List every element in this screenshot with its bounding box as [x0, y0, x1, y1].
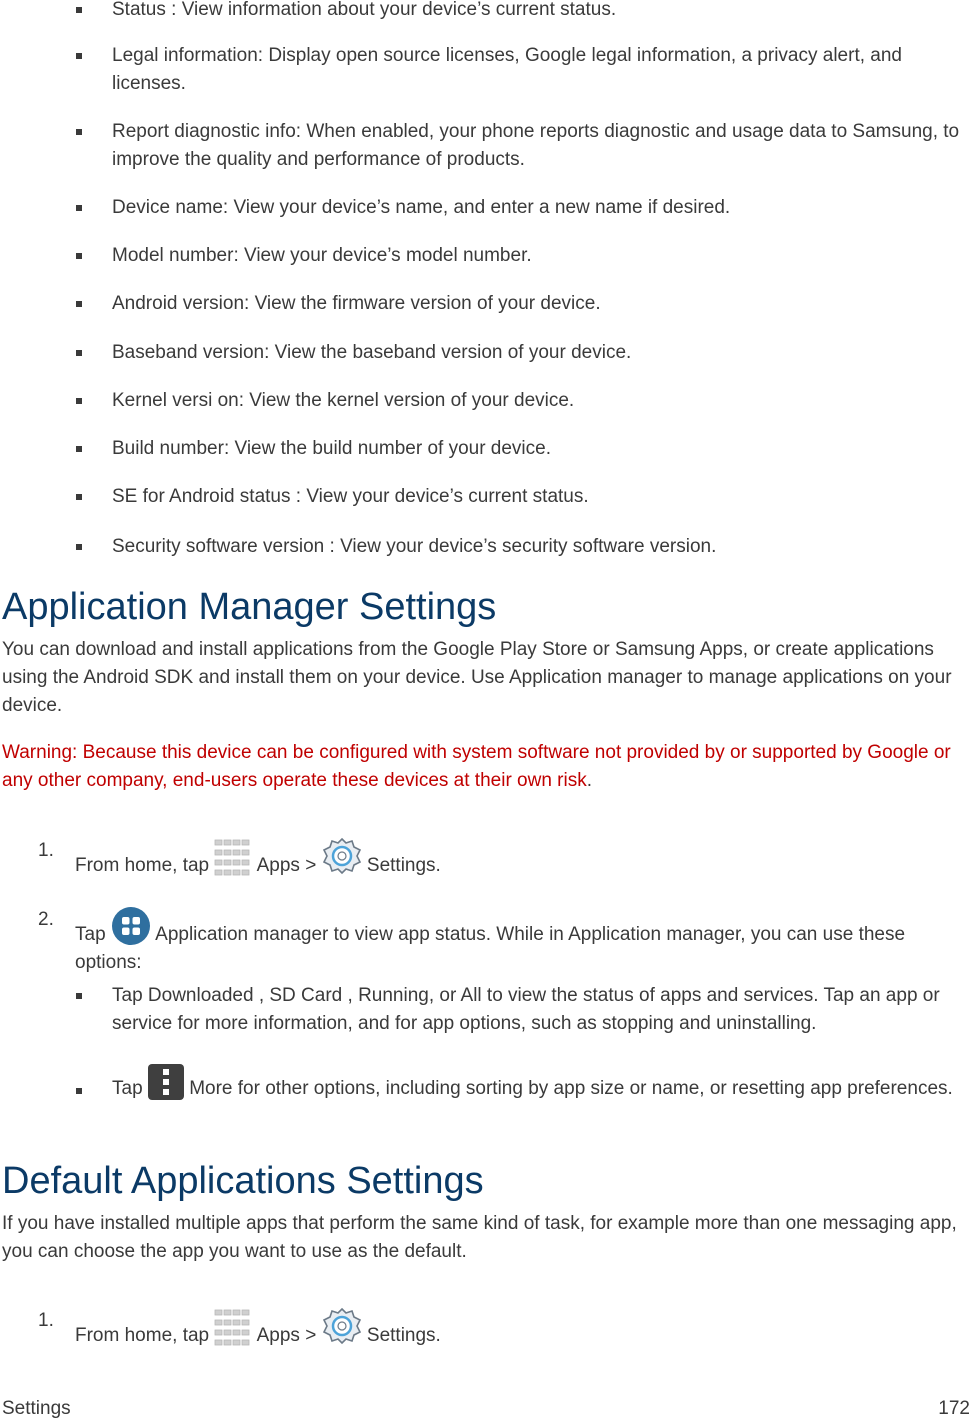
step-number: 1.: [38, 840, 54, 861]
page-number: 172: [938, 1398, 970, 1419]
bullet-text: [112, 1064, 970, 1103]
bullet-text: Android version: View the firmware version of your device.: [112, 293, 601, 314]
bullet-square-icon: [76, 253, 82, 259]
step-end: .: [435, 1325, 441, 1346]
default-apps-intro: If you have installed multiple apps that perform the same kind of task, for example more than one messaging app, you can choose the app you want to use as the default.: [2, 1213, 957, 1262]
apps-label: Apps: [256, 855, 300, 876]
bullet-square-icon: [76, 993, 82, 999]
warning-text: Warning: Because this device can be configured with system software not provided by or supported by Google or any other company, end-users operate these devices at their own risk: [2, 742, 951, 791]
bullet-square-icon: [76, 494, 82, 500]
step-number: 1.: [38, 1310, 54, 1331]
step-separator: >: [305, 1325, 317, 1346]
bullet-square-icon: [76, 129, 82, 135]
bullet-text: Build number: View the build number of your device.: [112, 438, 552, 459]
bullet-text: Security software version : View your device’s security software version.: [112, 536, 717, 557]
step-text: [75, 906, 972, 977]
bullet-text: Legal information: Display open source licenses, Google legal information, a privacy alert, and licenses.: [112, 45, 902, 94]
bullet-square-icon: [76, 446, 82, 452]
settings-gear-icon: [322, 1307, 362, 1345]
settings-label: Settings: [366, 1325, 436, 1346]
app-manager-intro: You can download and install applications from the Google Play Store or Samsung Apps, or create applications using the Android SDK and install them on your device. Use Application manager to manage applications on your device.: [2, 639, 952, 716]
sub-bullet-pre: Tap: [112, 1078, 143, 1099]
bullet-text: Kernel versi on: View the kernel version of your device.: [112, 390, 575, 411]
settings-label: Settings: [366, 855, 436, 876]
more-options-icon: [148, 1064, 184, 1100]
bullet-square-icon: [76, 398, 82, 404]
step-end: .: [435, 855, 441, 876]
step-number: 2.: [38, 909, 54, 930]
apps-grid-icon: [214, 1309, 252, 1349]
bullet-text: Tap Downloaded , SD Card , Running, or All to view the status of apps and services. Tap an app or service for more information, and for app options, such as stopping and uninstalling.: [112, 985, 940, 1034]
step-text-rest: Application manager to view app status. While in Application manager, you can use these options:: [75, 924, 906, 973]
bullet-text: Baseband version: View the baseband version of your device.: [112, 342, 632, 363]
bullet-text: SE for Android status : View your device’s current status.: [112, 486, 589, 507]
apps-grid-icon: [214, 839, 252, 879]
step-text-pre: Tap: [75, 924, 106, 945]
settings-gear-icon: [322, 837, 362, 875]
warning-period: .: [586, 770, 593, 791]
step-text-pre: From home, tap: [75, 855, 210, 876]
step-separator: >: [305, 855, 317, 876]
bullet-square-icon: [76, 53, 82, 59]
step-text: [75, 1307, 972, 1350]
bullet-square-icon: [76, 350, 82, 356]
sub-bullet-rest: More for other options, including sorting by app size or name, or resetting app preferences.: [189, 1078, 953, 1099]
warning-paragraph: [2, 739, 972, 795]
bullet-square-icon: [76, 205, 82, 211]
bullet-text: Status : View information about your device’s current status.: [112, 0, 617, 20]
apps-label: Apps: [256, 1325, 300, 1346]
bullet-text: Device name: View your device’s name, and enter a new name if desired.: [112, 197, 731, 218]
bullet-text: Model number: View your device’s model number.: [112, 245, 532, 266]
bullet-square-icon: [76, 1088, 82, 1094]
footer-section: Settings: [2, 1398, 71, 1419]
bullet-square-icon: [76, 301, 82, 307]
step-text-pre: From home, tap: [75, 1325, 210, 1346]
bullet-text: Report diagnostic info: When enabled, your phone reports diagnostic and usage data to Samsung, to improve the quality and performance of products.: [112, 121, 960, 170]
step-text: [75, 837, 972, 880]
bullet-square-icon: [76, 544, 82, 550]
default-apps-heading: Default Applications Settings: [2, 1160, 484, 1202]
bullet-square-icon: [76, 7, 82, 13]
application-manager-icon: [111, 906, 151, 946]
app-manager-heading: Application Manager Settings: [2, 586, 497, 628]
